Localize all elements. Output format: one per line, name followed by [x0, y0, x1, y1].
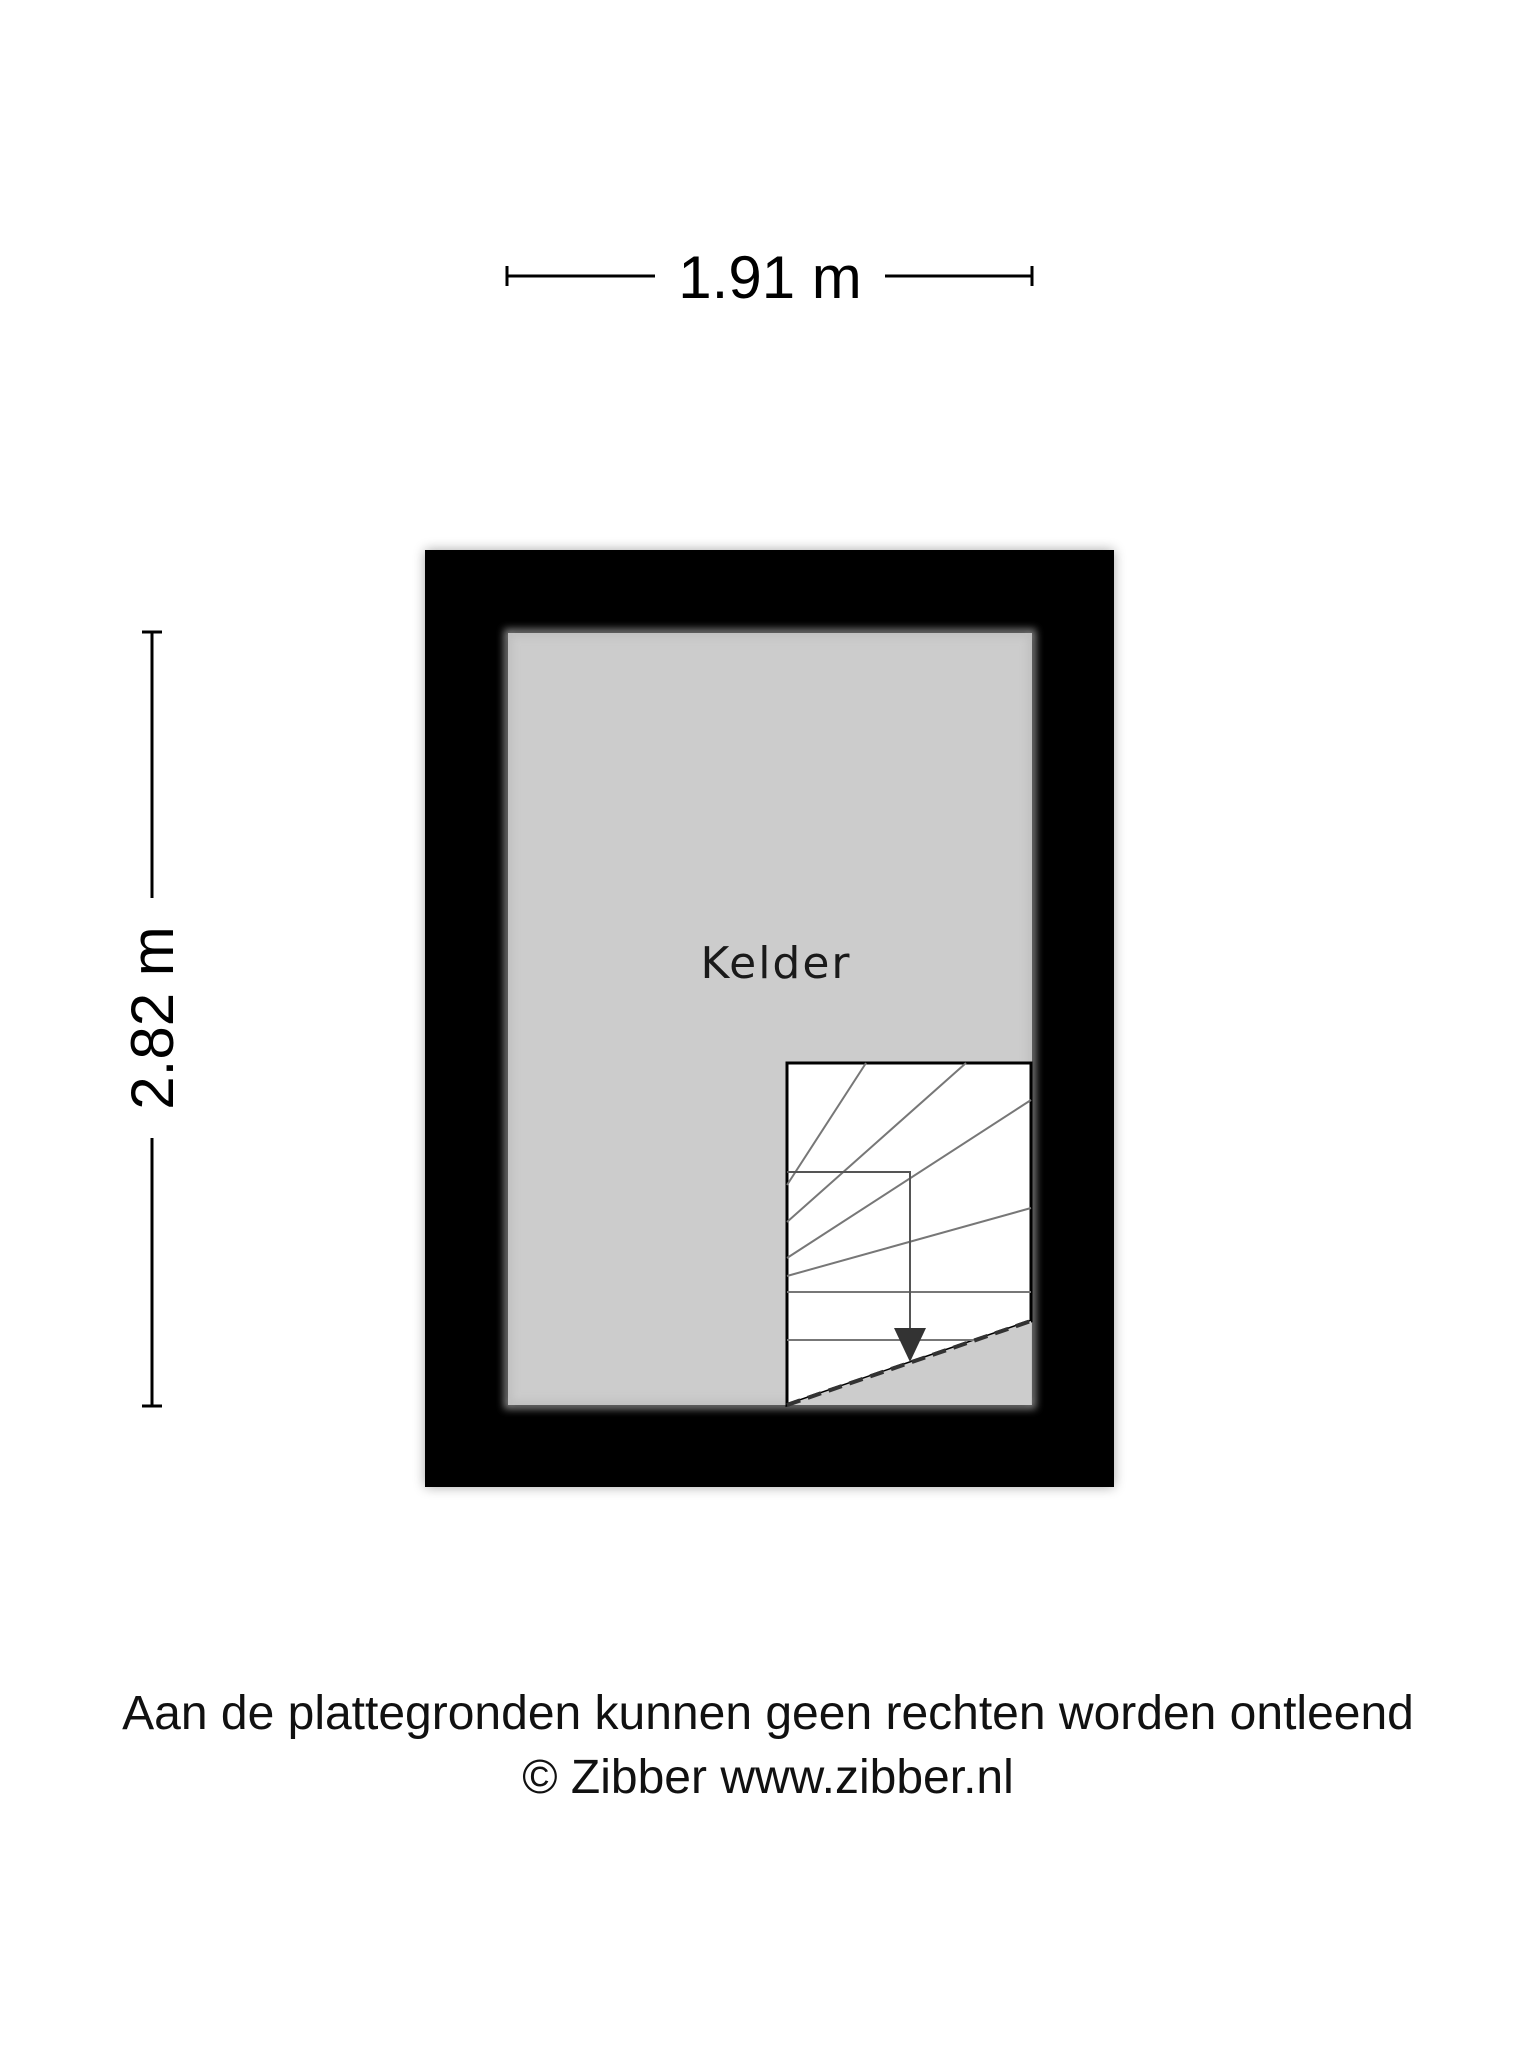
- staircase: [787, 1063, 1031, 1405]
- room-label-kelder: Kelder: [700, 938, 852, 989]
- disclaimer-text: Aan de plattegronden kunnen geen rechten worden ontleend: [122, 1687, 1414, 1740]
- copyright-text: © Zibber www.zibber.nl: [522, 1751, 1014, 1804]
- height-label: 2.82 m: [119, 926, 186, 1110]
- width-label: 1.91 m: [678, 244, 862, 311]
- height-dimension: [119, 632, 186, 1406]
- width-dimension: [507, 244, 1032, 311]
